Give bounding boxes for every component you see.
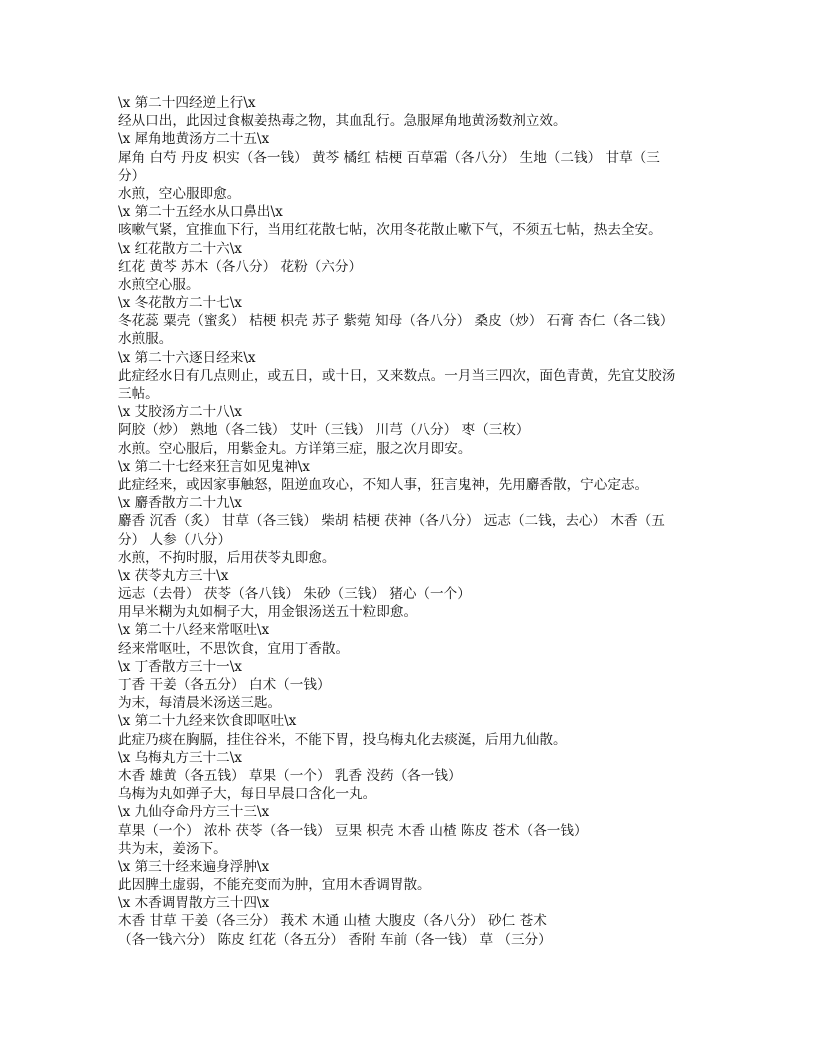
text-line: 丁香 干姜（各五分） 白术（一钱） bbox=[118, 677, 331, 693]
text-line: 此症经水日有几点则止，或五日，或十日，又来数点。一月当三四次，面色青黄，先宜艾胶汤 bbox=[118, 367, 676, 384]
text-line: 草果（一个） 浓朴 茯苓（各一钱） 豆果 枳壳 木香 山楂 陈皮 苍术（各一钱） bbox=[118, 822, 588, 839]
section-heading: \x 第二十六逐日经来\x bbox=[118, 349, 256, 366]
text-line: 分） bbox=[118, 167, 146, 184]
text-line: 木香 雄黄（各五钱） 草果（一个） 乳香 没药（各一钱） bbox=[118, 767, 462, 784]
text-line: 乌梅为丸如弹子大，每日早晨口含化一丸。 bbox=[118, 786, 377, 803]
text-line: 麝香 沉香（炙） 甘草（各三钱） 柴胡 桔梗 茯神（各八分） 远志（二钱，去心） 木香（五 bbox=[118, 513, 665, 530]
text-line: 用早米糊为丸如桐子大，用金银汤送五十粒即愈。 bbox=[118, 604, 418, 621]
text-line: 犀角 白芍 丹皮 枳实（各一钱） 黄芩 橘红 桔梗 百草霜（各八分） 生地（二钱） 甘草（三 bbox=[118, 149, 660, 166]
section-heading: \x 第三十经来遍身浮肿\x bbox=[118, 858, 270, 875]
text-line: 远志（去骨） 茯苓（各八钱） 朱砂（三钱） 猪心（一个） bbox=[118, 586, 471, 603]
text-line: 冬花蕊 粟壳（蜜炙） 桔梗 枳壳 苏子 紫菀 知母（各八分） 桑皮（炒） 石膏 杏仁（各二钱） bbox=[118, 313, 674, 330]
text-line: 共为末，姜汤下。 bbox=[118, 840, 227, 857]
section-heading: \x 第二十七经来狂言如见鬼神\x bbox=[118, 458, 310, 475]
section-heading: \x 第二十四经逆上行\x bbox=[118, 95, 256, 111]
section-heading: \x 第二十五经水从口鼻出\x bbox=[118, 204, 283, 221]
text-line: 水煎，空心服即愈。 bbox=[118, 185, 241, 202]
text-line: 此症经来，或因家事触怒，阻逆血攻心，不知人事，狂言鬼神，先用麝香散，宁心定志。 bbox=[118, 476, 649, 493]
section-heading: \x 木香调胃散方三十四\x bbox=[118, 895, 270, 912]
section-heading: \x 红花散方二十六\x bbox=[118, 240, 242, 257]
text-line: 经从口出，此因过食椒姜热毒之物，其血乱行。急服犀角地黄汤数剂立效。 bbox=[118, 113, 567, 130]
text-line: 经来常呕吐，不思饮食，宜用丁香散。 bbox=[118, 640, 350, 657]
text-line: 此因脾土虚弱，不能充变而为肿，宜用木香调胃散。 bbox=[118, 877, 431, 894]
text-line: 为末，每清晨米汤送三匙。 bbox=[118, 695, 282, 712]
text-line: 红花 黄芩 苏木（各八分） 花粉（六分） bbox=[118, 258, 363, 275]
section-heading: \x 麝香散方二十九\x bbox=[118, 495, 242, 512]
text-line: 水煎空心服。 bbox=[118, 276, 200, 293]
section-heading: \x 九仙夺命丹方三十三\x bbox=[118, 804, 270, 821]
section-heading: \x 乌梅丸方三十二\x bbox=[118, 749, 242, 766]
text-line: 阿胶（炒） 熟地（各二钱） 艾叶（三钱） 川芎（八分） 枣（三枚） bbox=[118, 422, 530, 439]
text-line: 水煎服。 bbox=[118, 331, 173, 348]
text-line: 三帖。 bbox=[118, 386, 159, 402]
text-line: 水煎。空心服后，用紫金丸。方详第三症，服之次月即安。 bbox=[118, 440, 472, 457]
document-page bbox=[118, 94, 718, 949]
section-heading: \x 第二十九经来饮食即呕吐\x bbox=[118, 713, 297, 730]
section-heading: \x 丁香散方三十一\x bbox=[118, 658, 242, 675]
section-heading: \x 艾胶汤方二十八\x bbox=[118, 404, 242, 421]
text-line: 木香 甘草 干姜（各三分） 莪术 木通 山楂 大腹皮（各八分） 砂仁 苍术 bbox=[118, 913, 547, 930]
text-line: 咳嗽气紧，宜推血下行，当用红花散七帖，次用冬花散止嗽下气，不须五七帖，热去全安。 bbox=[118, 222, 662, 239]
text-line: 此症乃痰在胸膈，挂住谷米，不能下胃，投乌梅丸化去痰涎，后用九仙散。 bbox=[118, 731, 567, 748]
text-line: 水煎，不拘时服，后用茯苓丸即愈。 bbox=[118, 549, 336, 566]
section-heading: \x 茯苓丸方三十\x bbox=[118, 567, 229, 584]
text-line: （各一钱六分） 陈皮 红花（各五分） 香附 车前（各一钱） 草 （三分） bbox=[118, 931, 552, 948]
section-heading: \x 第二十八经来常呕吐\x bbox=[118, 622, 270, 639]
text-line: 分） 人参（八分） bbox=[118, 531, 232, 548]
section-heading: \x 犀角地黄汤方二十五\x bbox=[118, 131, 270, 148]
section-heading: \x 冬花散方二十七\x bbox=[118, 295, 242, 312]
